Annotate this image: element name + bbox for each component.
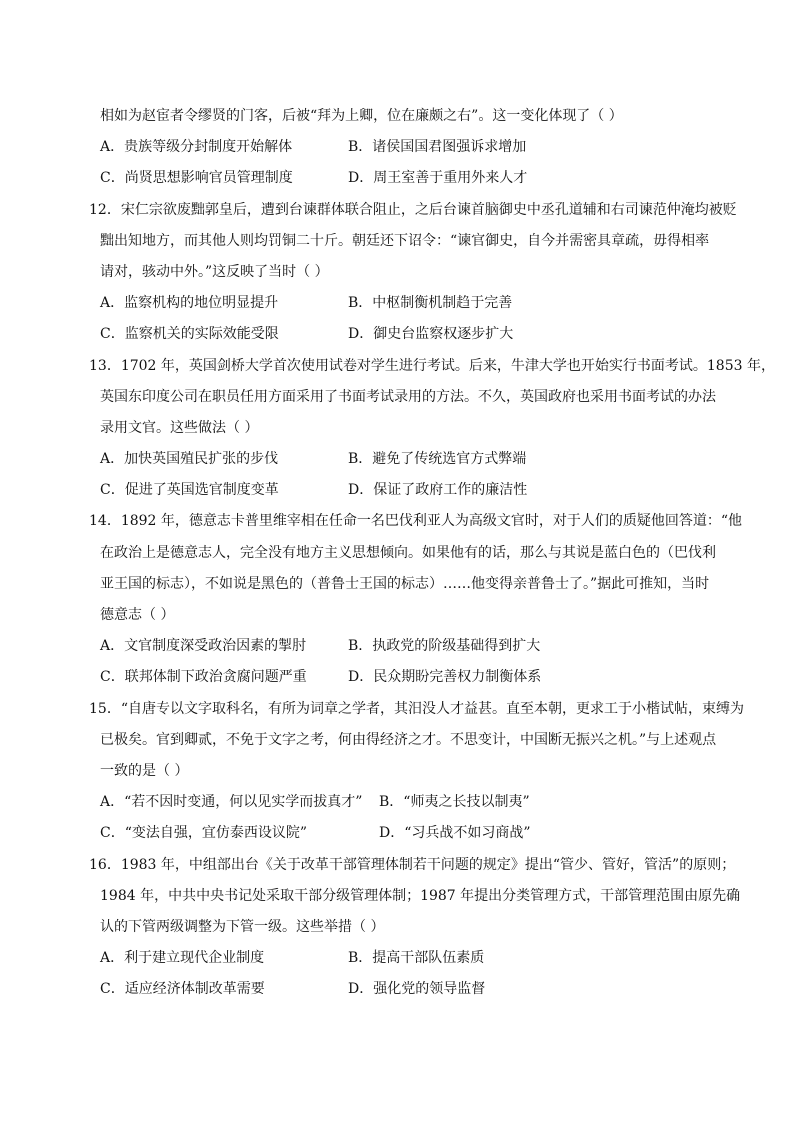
question-16: [89, 850, 741, 1006]
option-c[interactable]: C．促进了英国选官制度变革: [100, 482, 279, 499]
option-d[interactable]: D．“习兵战不如习商战”: [379, 825, 531, 842]
question-stem-line: 13．1702 年，英国剑桥大学首次使用试卷对学生进行考试。后来，牛津大学也开始实行书面考试。1853 年，: [89, 357, 775, 374]
options-row: [100, 444, 720, 475]
option-c[interactable]: C．“变法自强，宜仿泰西设议院”: [100, 825, 308, 842]
options-row: [100, 787, 720, 818]
option-d[interactable]: D．强化党的领导监督: [348, 981, 486, 998]
question-stem-line: 已极矣。官到卿贰，不免于文字之考，何由得经济之才。不思变计，中国断无振兴之机。”与上述观点: [100, 731, 717, 748]
option-c[interactable]: C．联邦体制下政治贪腐问题严重: [100, 669, 307, 686]
question-11: [100, 101, 720, 195]
option-b[interactable]: B．诸侯国国君图强诉求增加: [348, 139, 527, 156]
option-b[interactable]: B．避免了传统选官方式弊端: [348, 451, 527, 468]
options-row: [100, 631, 720, 662]
question-stem-line: 15．“自唐专以文字取科名，有所为词章之学者，其汨没人才益甚。直至本朝，更求工于小楷试帖，束缚为: [89, 700, 744, 717]
option-d[interactable]: D．民众期盼完善权力制衡体系: [348, 669, 542, 686]
question-stem-line: 相如为赵宦者令缪贤的门客，后被“拜为上卿，位在廉颇之右”。这一变化体现了（ ）: [100, 108, 623, 124]
question-list: [89, 101, 775, 1005]
question-13: [89, 351, 775, 507]
option-a[interactable]: A．贵族等级分封制度开始解体: [100, 139, 293, 156]
options-row: [100, 662, 720, 693]
option-a[interactable]: A．文官制度深受政治因素的掣肘: [100, 638, 307, 655]
option-d[interactable]: D．保证了政府工作的廉洁性: [348, 482, 528, 499]
question-12: [89, 195, 737, 351]
option-b[interactable]: B．“师夷之长技以制夷”: [379, 794, 530, 811]
question-stem-line: 录用文官。这些做法（ ）: [100, 419, 259, 436]
options-row: [100, 818, 720, 849]
question-stem-line: 亚王国的标志），不如说是黑色的（普鲁士王国的标志）……他变得亲普鲁士了。”据此可推知，当时: [100, 575, 710, 592]
question-14: [89, 506, 743, 693]
question-stem-line: 12．宋仁宗欲废黜郭皇后，遭到台谏群体联合阻止，之后台谏首脑御史中丞孔道辅和右司谏范仲淹均被贬: [89, 201, 737, 218]
option-d[interactable]: D．御史台监察权逐步扩大: [348, 326, 514, 343]
question-stem-line: 认的下管两级调整为下管一级。这些举措（ ）: [100, 918, 385, 935]
question-stem-line: 1984 年，中共中央书记处采取干部分级管理体制；1987 年提出分类管理方式，干部管理范围由原先确: [100, 887, 741, 904]
option-a[interactable]: A．监察机构的地位明显提升: [100, 295, 279, 312]
question-stem-line: 黜出知地方，而其他人则均罚铜二十斤。朝廷还下诏令：“谏官御史，自今并需密具章疏，毋得相率: [100, 232, 710, 249]
option-b[interactable]: B．执政党的阶级基础得到扩大: [348, 638, 541, 655]
option-a[interactable]: A．“若不因时变通，何以见实学而拔真才”: [100, 794, 363, 811]
question-stem-line: 英国东印度公司在职员任用方面采用了书面考试录用的方法。不久，英国政府也采用书面考试的办法: [100, 388, 716, 405]
options-row: [100, 288, 720, 319]
option-d[interactable]: D．周王室善于重用外来人才: [348, 170, 528, 187]
options-row: [100, 475, 720, 506]
question-stem-line: 请对，骇动中外。”这反映了当时（ ）: [100, 263, 329, 280]
options-row: [100, 163, 720, 194]
question-stem-line: 16．1983 年，中组部出台《关于改革干部管理体制若干问题的规定》提出“管少、管好，管活”的原则；: [89, 856, 736, 873]
question-stem-line: 一致的是（ ）: [100, 762, 189, 779]
question-stem-line: 德意志（ ）: [100, 607, 175, 623]
options-row: [100, 132, 720, 163]
options-row: [100, 974, 720, 1005]
option-c[interactable]: C．监察机关的实际效能受限: [100, 326, 279, 343]
question-stem-line: 14．1892 年，德意志卡普里维宰相在任命一名巴伐利亚人为高级文官时，对于人们的质疑他回答道：“他: [89, 513, 743, 530]
question-stem-line: 在政治上是德意志人，完全没有地方主义思想倾向。如果他有的话，那么与其说是蓝白色的（巴伐利: [100, 544, 716, 561]
option-b[interactable]: B．提高干部队伍素质: [348, 950, 485, 967]
option-a[interactable]: A．利于建立现代企业制度: [100, 950, 265, 967]
option-c[interactable]: C．尚贤思想影响官员管理制度: [100, 170, 293, 187]
question-15: [89, 694, 744, 850]
option-b[interactable]: B．中枢制衡机制趋于完善: [348, 295, 513, 312]
option-a[interactable]: A．加快英国殖民扩张的步伐: [100, 451, 279, 468]
option-c[interactable]: C．适应经济体制改革需要: [100, 981, 265, 998]
options-row: [100, 319, 720, 350]
options-row: [100, 943, 720, 974]
